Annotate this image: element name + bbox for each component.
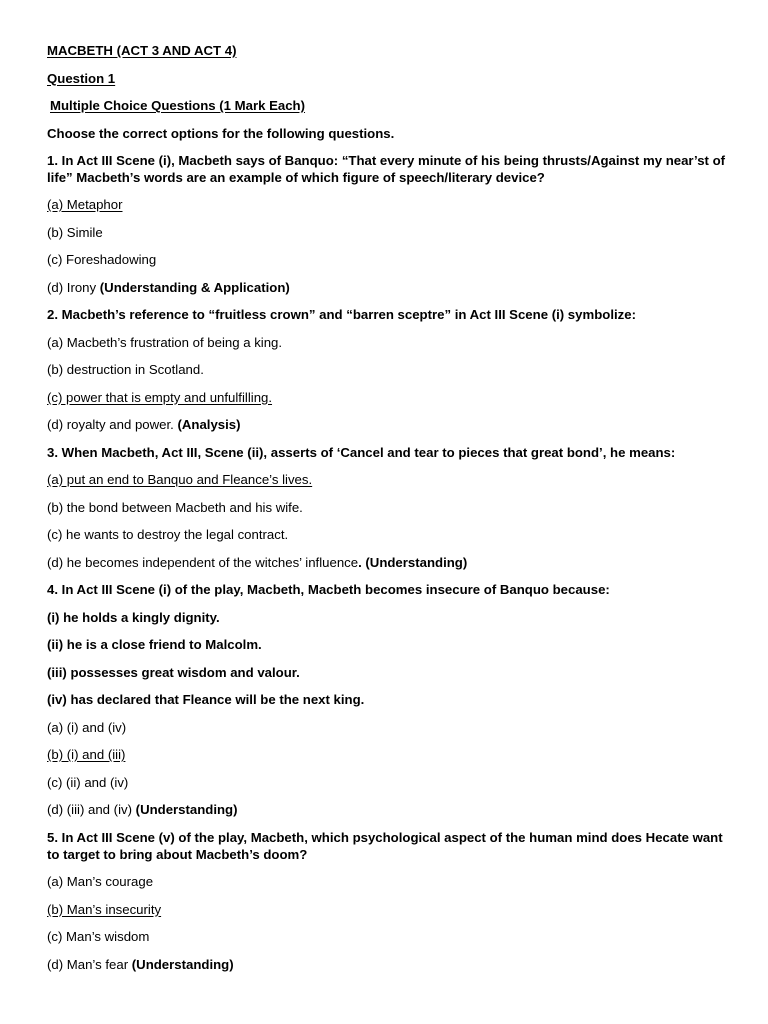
question-3-option-d	[47, 554, 728, 571]
question-4-statement-ii: (ii) he is a close friend to Malcolm.	[47, 637, 262, 652]
question-2-skill-tag: (Analysis)	[177, 417, 241, 432]
question-4-statement-i: (i) he holds a kingly dignity.	[47, 609, 220, 625]
question-1-stem: 1. In Act III Scene (i), Macbeth says of Banquo: “That every minute of his being thrusts/Against my near’st of life” Macbeth’s words are an example of which figure of speech/literary device?	[47, 153, 726, 185]
question-4-option-c: (c) (ii) and (iv)	[47, 774, 129, 790]
question-5-option-d	[47, 956, 728, 973]
option-text: (d) Man’s fear	[47, 956, 129, 972]
question-1-option-a: (a) Metaphor	[47, 197, 123, 212]
question-2-stem: 2. Macbeth’s reference to “fruitless crown” and “barren sceptre” in Act III Scene (i) symbolize:	[47, 307, 636, 322]
question-5-stem: 5. In Act III Scene (v) of the play, Macbeth, which psychological aspect of the human mind does Hecate want to target to bring about Macbeth’s doom?	[47, 829, 723, 862]
instructions: Choose the correct options for the following questions.	[47, 125, 395, 141]
question-4-skill-tag: (Understanding)	[135, 802, 238, 817]
question-3-option-c: (c) he wants to destroy the legal contract.	[47, 527, 289, 542]
option-text: (d) Irony	[47, 279, 97, 295]
question-4-option-a: (a) (i) and (iv)	[47, 719, 127, 735]
question-3-option-b: (b) the bond between Macbeth and his wife.	[47, 499, 303, 515]
question-4-option-b: (b) (i) and (iii)	[47, 747, 126, 762]
question-2-option-b: (b) destruction in Scotland.	[47, 362, 204, 377]
question-5-option-b: (b) Man’s insecurity	[47, 901, 162, 917]
question-1-option-b: (b) Simile	[47, 224, 103, 240]
question-1-skill-tag: (Understanding & Application)	[99, 279, 290, 295]
question-heading: Question 1	[47, 70, 116, 86]
question-2-option-c: (c) power that is empty and unfulfilling.	[47, 389, 273, 405]
question-1-option-d	[47, 279, 728, 296]
question-5-option-c: (c) Man’s wisdom	[47, 929, 150, 944]
question-4-statement-iv: (iv) has declared that Fleance will be the next king.	[47, 692, 365, 707]
section-heading: Multiple Choice Questions (1 Mark Each)	[50, 98, 306, 113]
question-3-option-a: (a) put an end to Banquo and Fleance’s lives.	[47, 472, 313, 487]
option-text: (d) royalty and power.	[47, 417, 174, 432]
question-3-skill-tag: . (Understanding)	[358, 554, 468, 570]
question-1-option-c: (c) Foreshadowing	[47, 252, 157, 267]
option-text: (d) he becomes independent of the witches’ influence	[47, 554, 359, 570]
question-4-option-d	[47, 801, 728, 818]
question-3-stem: 3. When Macbeth, Act III, Scene (ii), asserts of ‘Cancel and tear to pieces that great bond’, he means:	[47, 444, 676, 460]
question-4-statement-iii: (iii) possesses great wisdom and valour.	[47, 664, 300, 680]
document-title: MACBETH (ACT 3 AND ACT 4)	[47, 43, 237, 58]
question-5-option-a: (a) Man’s courage	[47, 874, 154, 889]
question-5-skill-tag: (Understanding)	[131, 956, 234, 972]
option-text: (d) (iii) and (iv)	[47, 802, 132, 817]
question-2-option-d	[47, 416, 728, 433]
question-2-option-a: (a) Macbeth’s frustration of being a king.	[47, 334, 283, 350]
question-4-stem: 4. In Act III Scene (i) of the play, Macbeth, Macbeth becomes insecure of Banquo because:	[47, 582, 610, 597]
